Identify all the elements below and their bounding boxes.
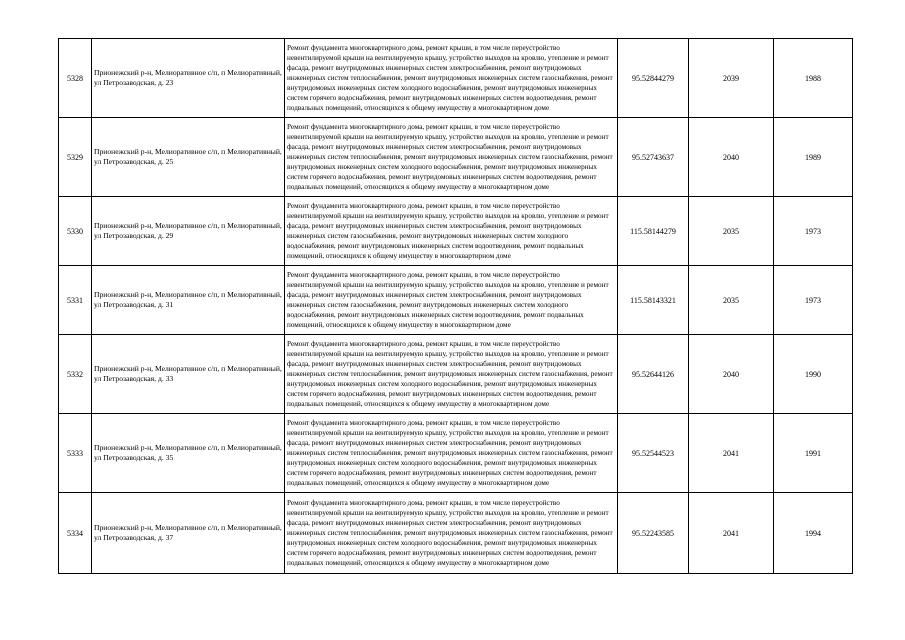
table-row xyxy=(59,118,853,197)
area-value: 115.58144279 xyxy=(618,197,689,266)
repair-works: Ремонт фундамента многоквартирного дома, ремонт крыши, в том числе переустройство невентилируемой крыши на вентилируемую крышу, устройство выходов на кровлю, утепление и ремонт фасада, ремонт внутридомовых инженерных систем электроснабжения, ремонт внутридомовых инженерных систем теплоснабжения, ремонт внутридомовых инженерных систем газоснабжения, ремонт внутридомовых инженерных систем холодного водоснабжения, ремонт внутридомовых инженерных систем горячего водоснабжения, ремонт внутридомовых инженерных систем водоотведения, ремонт подвальных помещений, относящихся к общему имуществу в многоквартирном доме xyxy=(285,39,618,118)
built-year: 1994 xyxy=(774,493,853,574)
house-address: Прионежский р-н, Мелиоративное с/п, п Мелиоративный, ул Петрозаводская, д. 35 xyxy=(92,414,285,493)
area-value: 95.52544523 xyxy=(618,414,689,493)
row-number: 5333 xyxy=(59,414,92,493)
table-row xyxy=(59,197,853,266)
row-number: 5334 xyxy=(59,493,92,574)
area-value: 115.58143321 xyxy=(618,266,689,335)
built-year: 1973 xyxy=(774,197,853,266)
area-value: 95.52644126 xyxy=(618,335,689,414)
repair-works: Ремонт фундамента многоквартирного дома, ремонт крыши, в том числе переустройство невентилируемой крыши на вентилируемую крышу, устройство выходов на кровлю, утепление и ремонт фасада, ремонт внутридомовых инженерных систем электроснабжения, ремонт внутридомовых инженерных систем газоснабжения, ремонт внутридомовых инженерных систем холодного водоснабжения, ремонт внутридомовых инженерных систем водоотведения, ремонт подвальных помещений, относящихся к общему имуществу в многоквартирном доме xyxy=(285,197,618,266)
area-value: 95.52844279 xyxy=(618,39,689,118)
repair-works: Ремонт фундамента многоквартирного дома, ремонт крыши, в том числе переустройство невентилируемой крыши на вентилируемую крышу, устройство выходов на кровлю, утепление и ремонт фасада, ремонт внутридомовых инженерных систем электроснабжения, ремонт внутридомовых инженерных систем теплоснабжения, ремонт внутридомовых инженерных систем газоснабжения, ремонт внутридомовых инженерных систем холодного водоснабжения, ремонт внутридомовых инженерных систем горячего водоснабжения, ремонт внутридомовых инженерных систем водоотведения, ремонт подвальных помещений, относящихся к общему имуществу в многоквартирном доме xyxy=(285,493,618,574)
repair-works: Ремонт фундамента многоквартирного дома, ремонт крыши, в том числе переустройство невентилируемой крыши на вентилируемую крышу, устройство выходов на кровлю, утепление и ремонт фасада, ремонт внутридомовых инженерных систем электроснабжения, ремонт внутридомовых инженерных систем теплоснабжения, ремонт внутридомовых инженерных систем газоснабжения, ремонт внутридомовых инженерных систем холодного водоснабжения, ремонт внутридомовых инженерных систем горячего водоснабжения, ремонт внутридомовых инженерных систем водоотведения, ремонт подвальных помещений, относящихся к общему имуществу в многоквартирном доме xyxy=(285,118,618,197)
table-row xyxy=(59,414,853,493)
house-address: Прионежский р-н, Мелиоративное с/п, п Мелиоративный, ул Петрозаводская, д. 37 xyxy=(92,493,285,574)
planned-year: 2041 xyxy=(689,414,774,493)
row-number: 5330 xyxy=(59,197,92,266)
planned-year: 2039 xyxy=(689,39,774,118)
built-year: 1990 xyxy=(774,335,853,414)
table-row xyxy=(59,266,853,335)
built-year: 1991 xyxy=(774,414,853,493)
area-value: 95.52243585 xyxy=(618,493,689,574)
table-row xyxy=(59,335,853,414)
planned-year: 2040 xyxy=(689,118,774,197)
built-year: 1989 xyxy=(774,118,853,197)
house-address: Прионежский р-н, Мелиоративное с/п, п Мелиоративный, ул Петрозаводская, д. 25 xyxy=(92,118,285,197)
planned-year: 2040 xyxy=(689,335,774,414)
planned-year: 2041 xyxy=(689,493,774,574)
house-address: Прионежский р-н, Мелиоративное с/п, п Мелиоративный, ул Петрозаводская, д. 29 xyxy=(92,197,285,266)
table-row xyxy=(59,39,853,118)
house-address: Прионежский р-н, Мелиоративное с/п, п Мелиоративный, ул Петрозаводская, д. 33 xyxy=(92,335,285,414)
row-number: 5332 xyxy=(59,335,92,414)
house-address: Прионежский р-н, Мелиоративное с/п, п Мелиоративный, ул Петрозаводская, д. 23 xyxy=(92,39,285,118)
house-address: Прионежский р-н, Мелиоративное с/п, п Мелиоративный, ул Петрозаводская, д. 31 xyxy=(92,266,285,335)
row-number: 5329 xyxy=(59,118,92,197)
capital-repair-table xyxy=(58,38,853,574)
repair-works: Ремонт фундамента многоквартирного дома, ремонт крыши, в том числе переустройство невентилируемой крыши на вентилируемую крышу, устройство выходов на кровлю, утепление и ремонт фасада, ремонт внутридомовых инженерных систем электроснабжения, ремонт внутридомовых инженерных систем газоснабжения, ремонт внутридомовых инженерных систем холодного водоснабжения, ремонт внутридомовых инженерных систем водоотведения, ремонт подвальных помещений, относящихся к общему имуществу в многоквартирном доме xyxy=(285,266,618,335)
planned-year: 2035 xyxy=(689,197,774,266)
row-number: 5331 xyxy=(59,266,92,335)
repair-works: Ремонт фундамента многоквартирного дома, ремонт крыши, в том числе переустройство невентилируемой крыши на вентилируемую крышу, устройство выходов на кровлю, утепление и ремонт фасада, ремонт внутридомовых инженерных систем электроснабжения, ремонт внутридомовых инженерных систем теплоснабжения, ремонт внутридомовых инженерных систем газоснабжения, ремонт внутридомовых инженерных систем холодного водоснабжения, ремонт внутридомовых инженерных систем горячего водоснабжения, ремонт внутридомовых инженерных систем водоотведения, ремонт подвальных помещений, относящихся к общему имуществу в многоквартирном доме xyxy=(285,335,618,414)
repair-works: Ремонт фундамента многоквартирного дома, ремонт крыши, в том числе переустройство невентилируемой крыши на вентилируемую крышу, устройство выходов на кровлю, утепление и ремонт фасада, ремонт внутридомовых инженерных систем электроснабжения, ремонт внутридомовых инженерных систем теплоснабжения, ремонт внутридомовых инженерных систем газоснабжения, ремонт внутридомовых инженерных систем холодного водоснабжения, ремонт внутридомовых инженерных систем горячего водоснабжения, ремонт внутридомовых инженерных систем водоотведения, ремонт подвальных помещений, относящихся к общему имуществу в многоквартирном доме xyxy=(285,414,618,493)
row-number: 5328 xyxy=(59,39,92,118)
area-value: 95.52743637 xyxy=(618,118,689,197)
built-year: 1973 xyxy=(774,266,853,335)
table-row xyxy=(59,493,853,574)
built-year: 1988 xyxy=(774,39,853,118)
planned-year: 2035 xyxy=(689,266,774,335)
